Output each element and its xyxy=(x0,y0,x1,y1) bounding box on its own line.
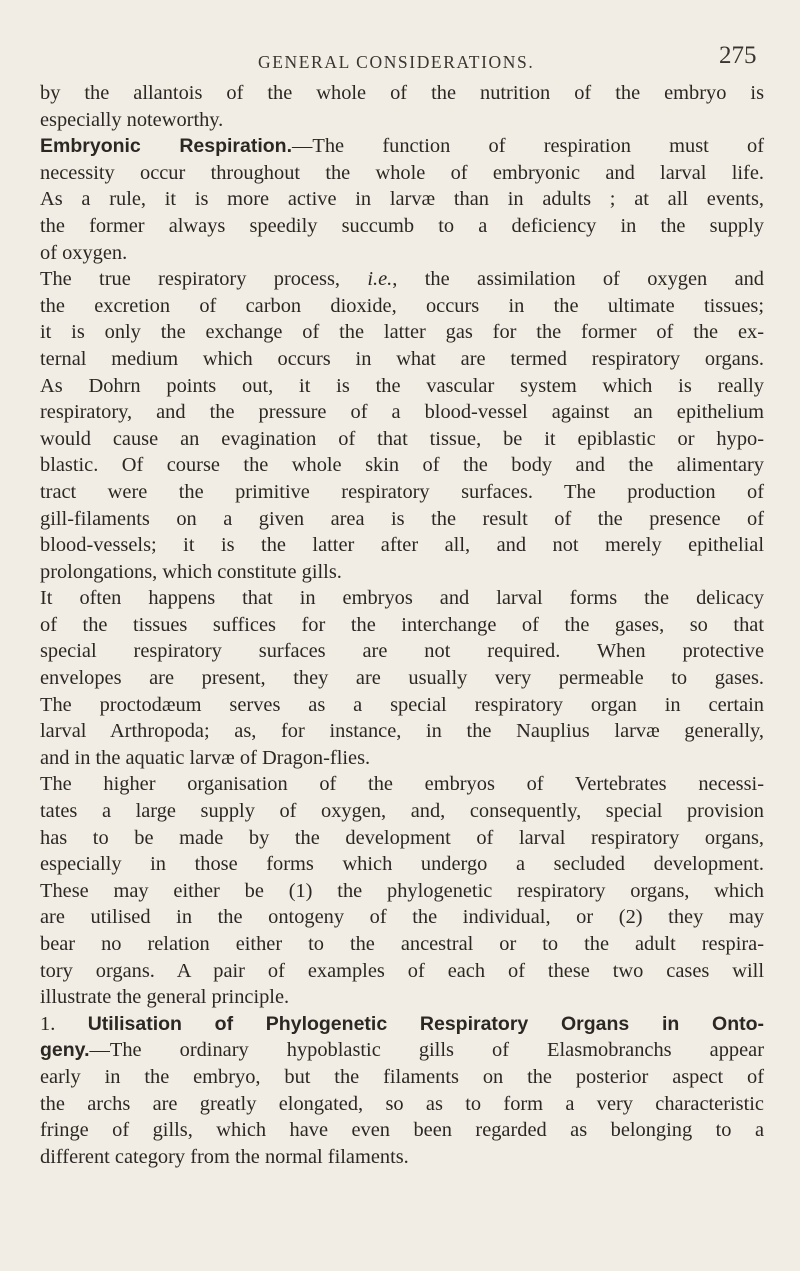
text-line xyxy=(40,878,764,905)
text-run: especially in those forms which undergo a secluded development. xyxy=(40,853,764,876)
text-run: These may either be (1) the phylogenetic respiratory organs, which xyxy=(40,879,764,902)
text-run: has to be made by the development of larval respiratory organs, xyxy=(40,826,764,849)
text-run: —The ordinary hypoblastic gills of Elasmobranchs appear xyxy=(89,1039,764,1062)
text-line xyxy=(40,240,764,267)
text-line xyxy=(40,718,764,745)
text-run: The proctodæum serves as a special respiratory organ in certain xyxy=(40,693,764,716)
text-line xyxy=(40,638,764,665)
text-run: i.e. xyxy=(367,268,393,291)
text-line xyxy=(40,851,764,878)
text-line xyxy=(40,692,764,719)
text-run: prolongations, which constitute gills. xyxy=(40,560,342,583)
text-run: fringe of gills, which have even been regarded as belonging to a xyxy=(40,1119,764,1142)
text-run: especially noteworthy. xyxy=(40,108,224,131)
text-line xyxy=(40,266,764,293)
section-heading: geny. xyxy=(40,1039,90,1062)
text-line xyxy=(40,984,764,1011)
text-line xyxy=(40,186,764,213)
text-line xyxy=(40,612,764,639)
text-line xyxy=(40,1064,764,1091)
text-line xyxy=(40,133,764,160)
text-line xyxy=(40,532,764,559)
text-line xyxy=(40,1117,764,1144)
text-run: of oxygen. xyxy=(40,241,128,264)
text-run: the former always speedily succumb to a deficiency in the supply xyxy=(40,214,764,237)
text-run: , the assimilation of oxygen and xyxy=(392,268,765,291)
text-line xyxy=(40,958,764,985)
text-run: early in the embryo, but the filaments on the posterior aspect of xyxy=(40,1065,764,1088)
text-line xyxy=(40,559,764,586)
text-run: the excretion of carbon dioxide, occurs in the ultimate tissues; xyxy=(40,294,764,317)
text-line xyxy=(40,293,764,320)
text-line xyxy=(40,452,764,479)
text-run: it is only the exchange of the latter gas for the former of the ex- xyxy=(40,321,764,344)
text-run: As a rule, it is more active in larvæ than in adults ; at all events, xyxy=(40,188,764,211)
text-line xyxy=(40,825,764,852)
text-run: blood-vessels; it is the latter after all, and not merely epithelial xyxy=(40,534,764,557)
text-line xyxy=(40,373,764,400)
text-run: The true respiratory process, xyxy=(40,268,368,291)
text-run: —The function of respiration must of xyxy=(292,135,764,158)
text-run: As Dohrn points out, it is the vascular system which is really xyxy=(40,374,764,397)
text-run: 1. xyxy=(40,1012,88,1035)
text-line xyxy=(40,1091,764,1118)
text-run: larval Arthropoda; as, for instance, in the Nauplius larvæ generally, xyxy=(40,720,764,743)
text-run: blastic. Of course the whole skin of the body and the alimentary xyxy=(40,454,764,477)
text-run: tates a large supply of oxygen, and, consequently, special provision xyxy=(40,800,764,823)
running-title: GENERAL CONSIDERATIONS. xyxy=(258,52,535,72)
text-line xyxy=(40,319,764,346)
text-run: gill-filaments on a given area is the result of the presence of xyxy=(40,507,764,530)
text-run: would cause an evagination of that tissue, be it epiblastic or hypo- xyxy=(40,427,764,450)
text-line xyxy=(40,107,764,134)
text-run: the archs are greatly elongated, so as to form a very characteristic xyxy=(40,1092,764,1115)
body-text xyxy=(40,80,764,1170)
text-line xyxy=(40,479,764,506)
text-run: tory organs. A pair of examples of each of these two cases will xyxy=(40,959,764,982)
text-run: of the tissues suffices for the interchange of the gases, so that xyxy=(40,613,764,636)
text-line xyxy=(40,426,764,453)
text-line xyxy=(40,1037,764,1064)
text-line xyxy=(40,1144,764,1171)
text-run: by the allantois of the whole of the nutrition of the embryo is xyxy=(40,82,764,104)
text-run: respiratory, and the pressure of a blood-vessel against an epithelium xyxy=(40,401,764,424)
text-line xyxy=(40,1011,764,1038)
text-run: The higher organisation of the embryos of Vertebrates necessi- xyxy=(40,773,764,796)
text-run: ternal medium which occurs in what are termed respiratory organs. xyxy=(40,347,764,370)
text-line xyxy=(40,798,764,825)
text-line xyxy=(40,213,764,240)
text-line xyxy=(40,904,764,931)
text-run: tract were the primitive respiratory surfaces. The production of xyxy=(40,480,764,503)
text-line xyxy=(40,665,764,692)
text-run: different category from the normal filaments. xyxy=(40,1145,409,1168)
text-run: special respiratory surfaces are not required. When protective xyxy=(40,640,764,663)
section-heading: Embryonic Respiration. xyxy=(40,135,293,158)
text-line xyxy=(40,771,764,798)
text-line xyxy=(40,80,764,107)
text-line xyxy=(40,506,764,533)
section-heading: Utilisation of Phylogenetic Respiratory Organs in Onto- xyxy=(87,1012,764,1035)
text-line xyxy=(40,585,764,612)
text-run: envelopes are present, they are usually very permeable to gases. xyxy=(40,667,764,690)
text-run: illustrate the general principle. xyxy=(40,986,290,1009)
text-line xyxy=(40,346,764,373)
text-line xyxy=(40,931,764,958)
text-run: and in the aquatic larvæ of Dragon-flies. xyxy=(40,746,371,769)
text-run: are utilised in the ontogeny of the individual, or (2) they may xyxy=(40,906,764,929)
page-number: 275 xyxy=(719,42,757,69)
text-run: bear no relation either to the ancestral or to the adult respira- xyxy=(40,933,764,955)
text-run: necessity occur throughout the whole of embryonic and larval life. xyxy=(40,161,764,184)
text-run: It often happens that in embryos and larval forms the delicacy xyxy=(40,587,764,610)
text-line xyxy=(40,399,764,426)
text-line xyxy=(40,160,764,187)
text-line xyxy=(40,745,764,772)
